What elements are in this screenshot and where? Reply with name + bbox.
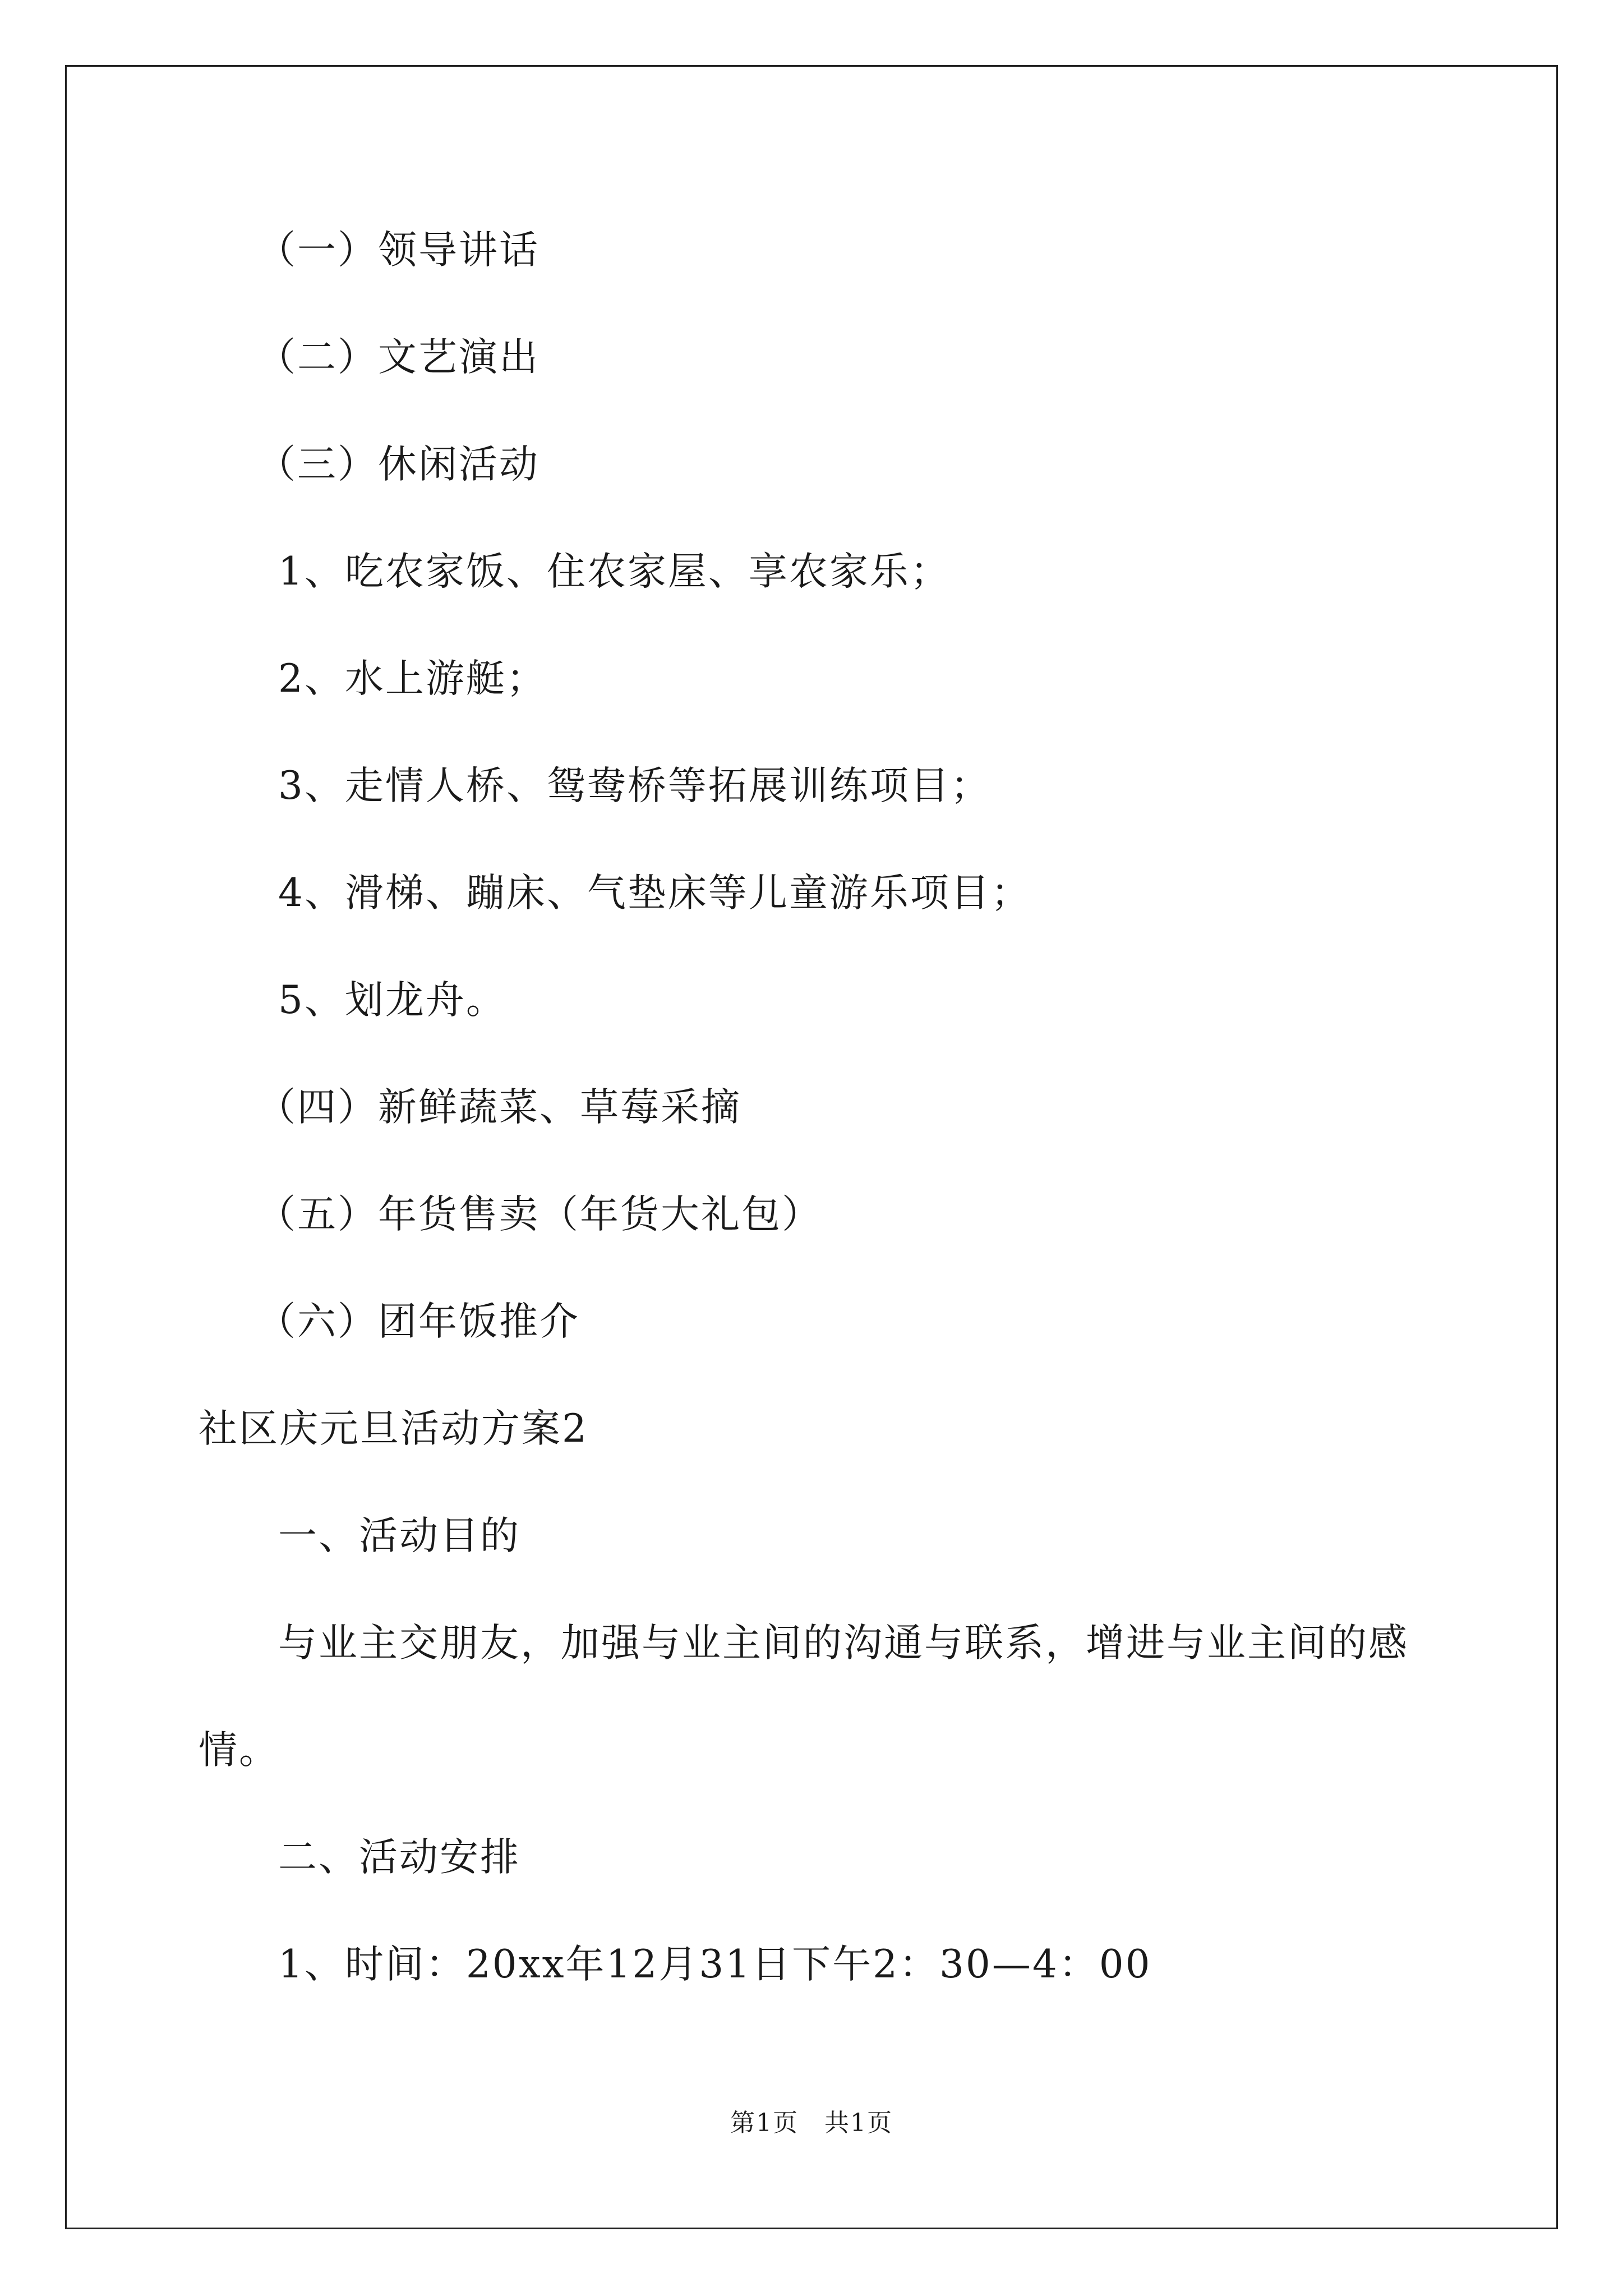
section-art-performance: （二）文艺演出: [257, 335, 540, 380]
heading-purpose: 一、活动目的: [278, 1513, 520, 1558]
section-new-year-goods: （五）年货售卖（年货大礼包）: [257, 1192, 822, 1237]
list-item-2: 2、水上游艇；: [278, 656, 547, 701]
page-footer: 第1页 共1页: [730, 2109, 893, 2137]
paragraph-purpose-cont: 情。: [199, 1728, 279, 1773]
page-border: [65, 65, 1558, 2229]
heading-arrangement: 二、活动安排: [278, 1835, 520, 1880]
section-vegetables: （四）新鲜蔬菜、草莓采摘: [257, 1085, 741, 1130]
paragraph-purpose: 与业主交朋友，加强与业主间的沟通与联系，增进与业主间的感: [278, 1621, 1409, 1665]
section-leisure: （三）休闲活动: [257, 442, 540, 487]
section-reunion-dinner: （六）团年饭推介: [257, 1299, 580, 1344]
plan-title: 社区庆元旦活动方案2: [199, 1406, 588, 1451]
list-item-5: 5、划龙舟。: [278, 978, 506, 1023]
list-item-4: 4、滑梯、蹦床、气垫床等儿童游乐项目；: [278, 871, 1031, 915]
list-item-1: 1、吃农家饭、住农家屋、享农家乐；: [278, 549, 951, 594]
arrangement-time: 1、时间：20xx年12月31日下午2：30—4：00: [278, 1942, 1152, 1987]
list-item-3: 3、走情人桥、鸳鸯桥等拓展训练项目；: [278, 763, 991, 808]
section-leader-speech: （一）领导讲话: [257, 228, 540, 273]
